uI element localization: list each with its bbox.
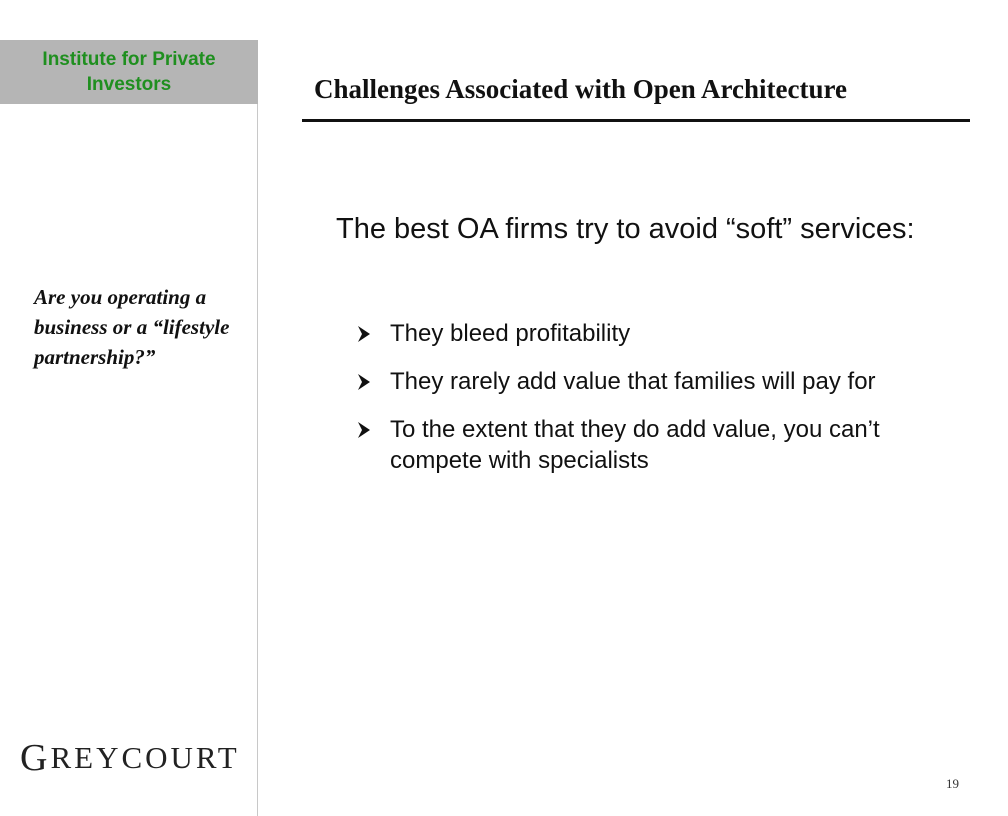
org-header [0,40,258,104]
bullet-item [356,366,956,397]
logo-initial: G [20,737,51,779]
bullet-text: They bleed profitability [390,320,631,347]
sidebar-quote: Are you operating a business or a “lifestyle partnership?” [34,285,230,369]
bullet-list [356,318,956,493]
org-name [42,47,215,97]
main-heading: The best OA firms try to avoid “soft” services: [336,213,915,245]
page-number: 19 [946,776,959,791]
bullet-item [356,414,956,476]
bullet-item [356,318,956,349]
arrow-bullet-icon [356,318,384,352]
org-name-line1: Institute for Private [42,49,216,70]
sidebar-divider [257,104,258,816]
arrow-bullet-icon [356,366,384,400]
title-underline [302,119,970,122]
bullet-text: To the extent that they do add value, you can’t compete with specialists [390,416,880,474]
org-name-line2: Investors [86,74,172,95]
arrow-bullet-icon [356,414,384,448]
slide-title: Challenges Associated with Open Architecture [314,74,847,104]
logo-rest: REYCOURT [50,740,240,775]
greycourt-logo [20,736,250,780]
bullet-text: They rarely add value that families will pay for [390,368,876,395]
